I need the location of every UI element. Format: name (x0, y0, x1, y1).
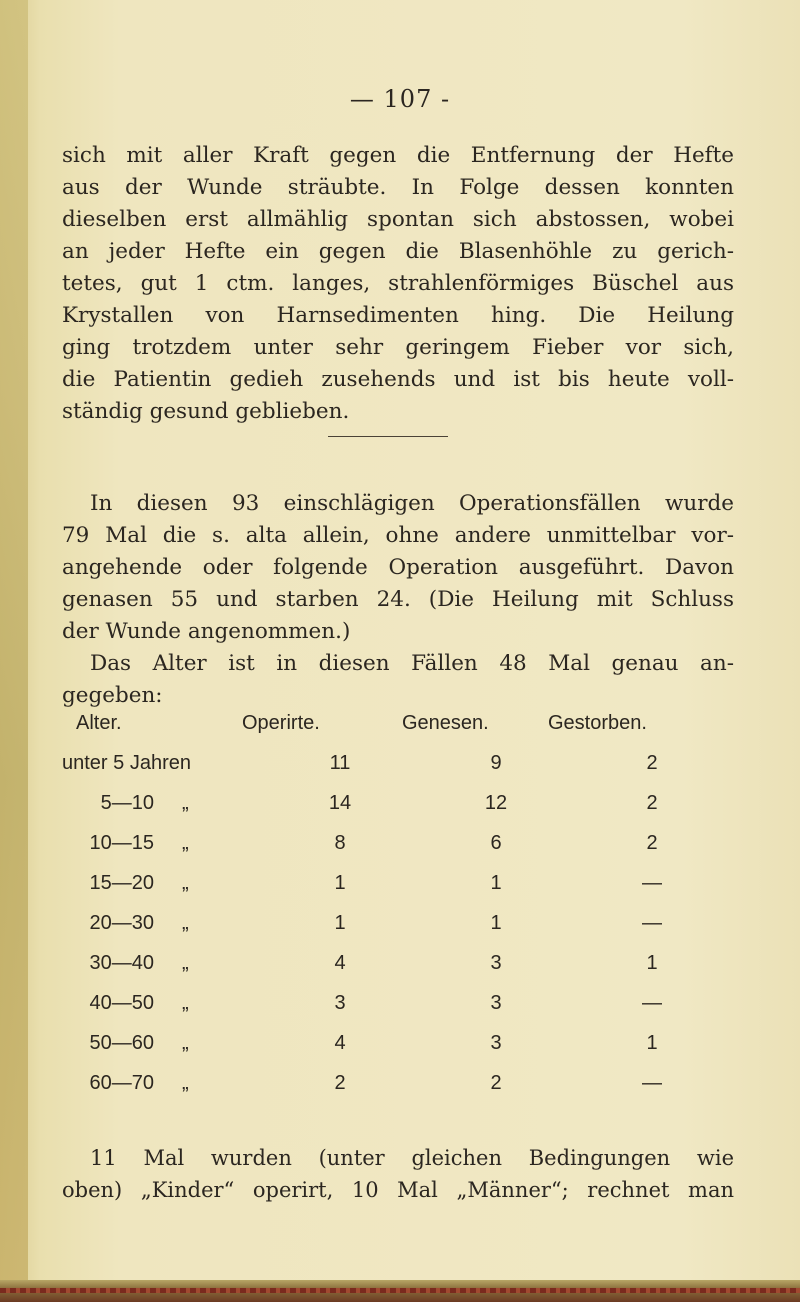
text-line: genasen 55 und starben 24. (Die Heilung mit Schluss (62, 587, 734, 612)
text-line: gegeben: (62, 683, 163, 708)
cell-age-range: 15—20 (89, 872, 154, 894)
cell-operated: 3 (334, 992, 346, 1014)
cell-died: 1 (646, 952, 658, 974)
cell-operated: 8 (334, 832, 346, 854)
table-row (62, 992, 734, 1032)
closing-paragraph (62, 1142, 734, 1206)
table-row (62, 832, 734, 872)
paragraph-1 (62, 140, 734, 428)
cell-recovered: 6 (490, 832, 502, 854)
text-line: Krystallen von Harnsedimenten hing. Die Heilung (62, 303, 734, 328)
page-number: — 107 - (349, 85, 451, 113)
cell-died: — (642, 1072, 662, 1094)
bottom-edge-pattern (0, 1288, 800, 1293)
page-bottom-edge (0, 1280, 800, 1302)
text-line: sich mit aller Kraft gegen die Entfernung der Hefte (62, 143, 734, 168)
paragraph-2 (62, 488, 734, 648)
cell-age-range: 10—15 (89, 832, 154, 854)
text-line: ständig gesund geblieben. (62, 399, 350, 424)
cell-unit: „ (182, 872, 189, 894)
cell-recovered: 1 (490, 912, 502, 934)
paragraph-3 (62, 648, 734, 712)
cell-unit: „ (182, 992, 189, 1014)
cell-unit: „ (182, 912, 189, 934)
cell-recovered: 2 (490, 1072, 502, 1094)
cell-age-range: 30—40 (89, 952, 154, 974)
table-row (62, 912, 734, 952)
cell-recovered: 1 (490, 872, 502, 894)
cell-operated: 2 (334, 1072, 346, 1094)
cell-recovered: 9 (490, 752, 502, 774)
cell-operated: 4 (334, 1032, 346, 1054)
cell-recovered: 12 (484, 792, 508, 814)
header-recovered: Genesen. (402, 712, 489, 734)
table-row (62, 952, 734, 992)
text-line: ging trotzdem unter sehr geringem Fieber vor sich, (62, 335, 734, 360)
cell-age-range: 40—50 (89, 992, 154, 1014)
cell-died: — (642, 992, 662, 1014)
text-line: In diesen 93 einschlägigen Operationsfällen wurde (90, 491, 734, 516)
cell-age-range: 60—70 (89, 1072, 154, 1094)
table-row (62, 792, 734, 832)
cell-unit: „ (182, 1032, 189, 1054)
cell-operated: 11 (329, 752, 351, 774)
table-row (62, 1032, 734, 1072)
cell-died: 2 (646, 752, 658, 774)
header-died: Gestorben. (548, 712, 647, 734)
cell-age: unter 5 Jahren (62, 752, 191, 774)
section-divider (328, 436, 448, 437)
cell-died: 2 (646, 792, 658, 814)
cell-age-range: 20—30 (89, 912, 154, 934)
cell-recovered: 3 (490, 1032, 502, 1054)
text-line: dieselben erst allmählig spontan sich abstossen, wobei (62, 207, 734, 232)
cell-recovered: 3 (490, 952, 502, 974)
cell-died: 2 (646, 832, 658, 854)
text-line: 11 Mal wurden (unter gleichen Bedingungen wie (90, 1146, 734, 1170)
cell-died: — (642, 872, 662, 894)
cell-operated: 4 (334, 952, 346, 974)
table-row (62, 872, 734, 912)
cell-age-range: 50—60 (89, 1032, 154, 1054)
table-header (62, 712, 734, 752)
binding-edge (0, 0, 28, 1302)
age-table (62, 712, 734, 1112)
text-line: 79 Mal die s. alta allein, ohne andere unmittelbar vor- (62, 523, 734, 548)
cell-age-range: 5—10 (100, 792, 154, 814)
cell-recovered: 3 (490, 992, 502, 1014)
header-age: Alter. (76, 712, 122, 734)
text-line: an jeder Hefte ein gegen die Blasenhöhle zu gerich- (62, 239, 734, 264)
header-operated: Operirte. (242, 712, 320, 734)
cell-unit: „ (182, 832, 189, 854)
text-line: die Patientin gedieh zusehends und ist bis heute voll- (62, 367, 734, 392)
table-row (62, 752, 734, 792)
text-line: der Wunde angenommen.) (62, 619, 351, 644)
cell-operated: 14 (328, 792, 352, 814)
text-line: aus der Wunde sträubte. In Folge dessen konnten (62, 175, 734, 200)
table-row (62, 1072, 734, 1112)
text-line: Das Alter ist in diesen Fällen 48 Mal genau an- (90, 651, 734, 676)
cell-unit: „ (182, 792, 189, 814)
text-line: oben) „Kinder“ operirt, 10 Mal „Männer“; rechnet man (62, 1178, 734, 1202)
cell-died: — (642, 912, 662, 934)
text-line: angehende oder folgende Operation ausgeführt. Davon (62, 555, 734, 580)
cell-died: 1 (646, 1032, 658, 1054)
cell-operated: 1 (334, 872, 346, 894)
text-line: tetes, gut 1 ctm. langes, strahlenförmiges Büschel aus (62, 271, 734, 296)
cell-operated: 1 (334, 912, 346, 934)
cell-unit: „ (182, 1072, 189, 1094)
cell-unit: „ (182, 952, 189, 974)
